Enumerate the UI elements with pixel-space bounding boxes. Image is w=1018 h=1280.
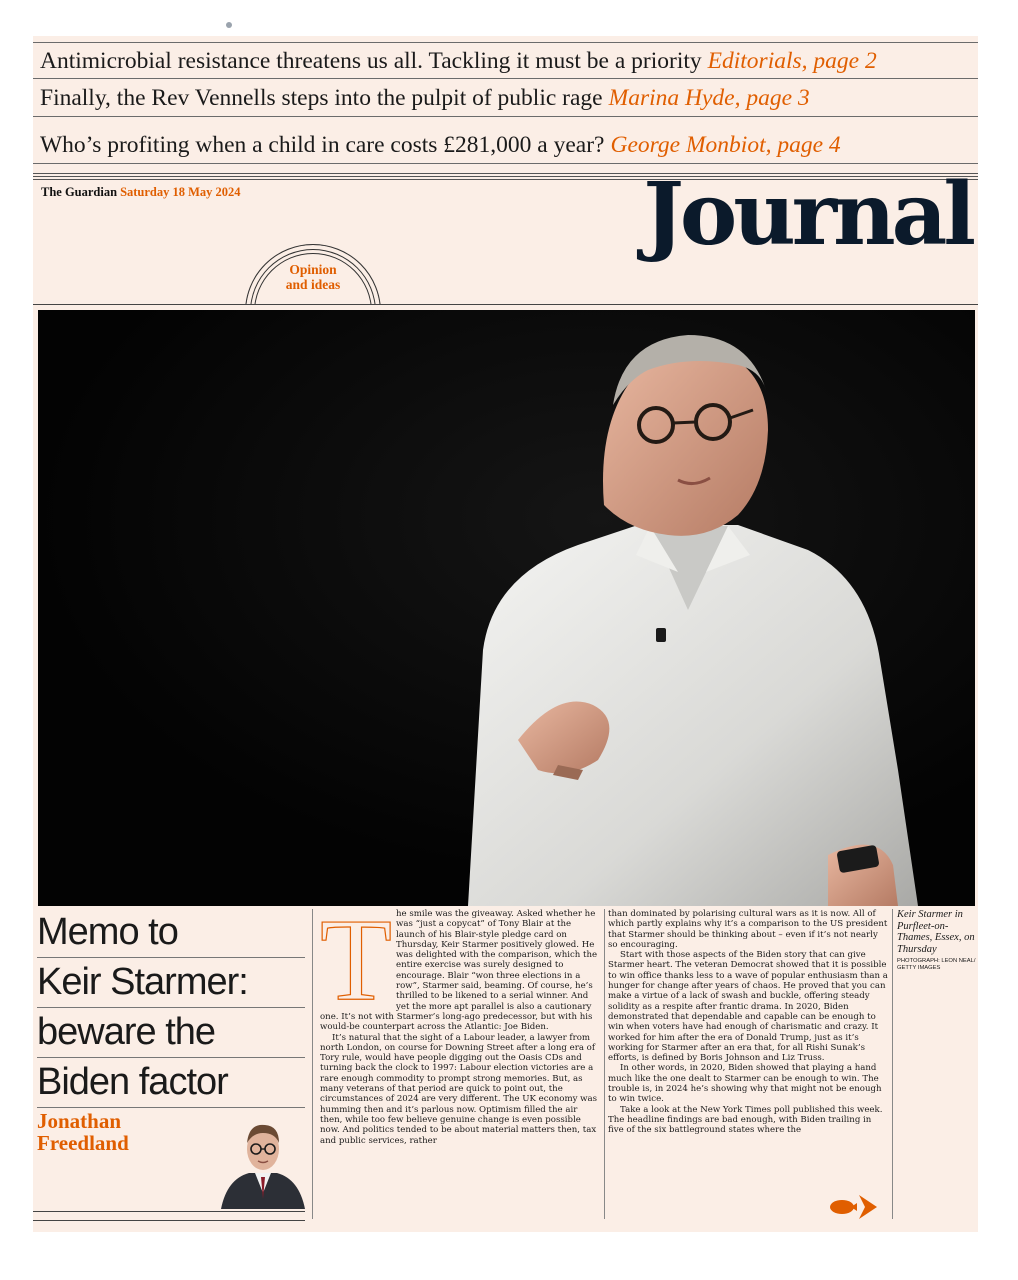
article-paragraph: than dominated by polarising cultural wars as it is now. All of which partly explains why it’s a comparison to the US president that Starmer should be thinking about – even if it’s not nearly so encouraging. [608, 909, 888, 950]
column-rule [604, 909, 605, 1219]
article-column-1 [320, 909, 600, 1235]
article-column-2 [608, 909, 888, 1219]
author-portrait [219, 1109, 307, 1209]
badge-line: and ideas [285, 277, 341, 292]
brand-name: The Guardian [41, 185, 118, 199]
headline-line: Keir Starmer: [37, 958, 305, 1008]
column-rule [892, 909, 893, 1219]
issue-date: Saturday 18 May 2024 [120, 185, 241, 199]
article-paragraph: In other words, in 2020, Biden showed that playing a hand much like the one dealt to Starmer can be enough to win. The trouble is, in 2024 he’s showing why that might not be enough to win twice. [608, 1063, 882, 1105]
photo-illustration [38, 310, 975, 906]
teaser-ref: Editorials, page 2 [707, 48, 877, 74]
photo-caption [897, 909, 977, 972]
byline[interactable] [37, 1110, 129, 1154]
author-first-name: Jonathan [37, 1109, 122, 1133]
badge-line: Opinion [289, 262, 337, 277]
teaser-headline: Antimicrobial resistance threatens us all. Tackling it must be a priority [40, 48, 702, 74]
column-foot-rules [33, 1211, 305, 1221]
headline-line: beware the [37, 1008, 305, 1058]
teaser-headline: Who’s profiting when a child in care costs £281,000 a year? [40, 132, 605, 158]
teaser-george-monbiot[interactable] [33, 127, 978, 164]
newspaper-page [33, 36, 978, 1232]
badge-text [245, 262, 381, 292]
caption-text: Keir Starmer in Purfleet-on-Thames, Essex, on Thursday [897, 909, 975, 955]
teaser-editorials[interactable] [33, 42, 978, 79]
article-headline [37, 908, 305, 1108]
teaser-marina-hyde[interactable] [33, 80, 978, 117]
article-paragraph: It’s natural that the sight of a Labour leader, a lawyer from north London, on course for Downing Street after a long era of Tory rule, would have people digging out the Oasis CDs and turning back the clock to 1997: Labour election victories are a rare enough commodity to prompt strong memories. But, as many veterans of that period are quick to point out, the circumstances of 2024 are very different. The UK economy was humming then and it’s parlous now. Optimism filled the air then, while too few believe genuine change is even possible now. And politics tended to be about material matters then, tax and public services, rather [320, 1032, 598, 1146]
page-dot [226, 22, 232, 28]
section-title: Journal [643, 164, 972, 265]
column-rule [312, 909, 313, 1219]
guardian-arrow-logo-icon [829, 1192, 879, 1222]
lead-photo [38, 310, 975, 906]
author-last-name: Freedland [37, 1131, 129, 1155]
headline-line: Biden factor [37, 1058, 305, 1108]
headline-line: Memo to [37, 908, 305, 958]
masthead-info [41, 185, 241, 200]
masthead-bottom-rule [33, 304, 978, 305]
article-paragraph: he smile was the giveaway. Asked whether he was “just a copycat” of Tony Blair at the launch of his Blair-style pledge card on Thursday, Keir Starmer positively glowed. He was delighted with the comparison, which the entire exercise was surely designed to encourage. Blair “won three elections in a row”, Starmer said, beaming. Of course, he’s thrilled to be likened to a serial winner. And yet the more apt parallel is also a cautionary one. It’s not with Starmer’s long-ago predecessor, but with his would-be counterpart across the Atlantic: Joe Biden. [320, 909, 598, 1033]
opinion-badge [245, 244, 381, 304]
teaser-ref: Marina Hyde, page 3 [608, 85, 810, 111]
photo-credit: PHOTOGRAPH: LEON NEAL/ GETTY IMAGES [897, 958, 976, 971]
drop-cap [320, 909, 393, 1025]
teaser-ref: George Monbiot, page 4 [610, 132, 841, 158]
article-paragraph: Start with those aspects of the Biden story that can give Starmer heart. The veteran Democrat showed that it is possible to win office thanks less to a wave of popular enthusiasm than a hunger for change after years of chaos. He proved that you can make a virtue of a lack of swash and buckle, offering steady solidity as a respite after frantic drama. In 2020, Biden demonstrated that dependable and capable can be enough to win when voters have had enough of charismatic and crazy. It worked for him after the era of Donald Trump, just as it’s working for Starmer after an era that, for all Rishi Sunak’s efforts, is defined by Boris Johnson and Liz Truss. [608, 950, 888, 1064]
drop-cap-letter: T [320, 909, 393, 1025]
portrait-illustration [219, 1109, 307, 1209]
teaser-headline: Finally, the Rev Vennells steps into the pulpit of public rage [40, 85, 603, 111]
article-paragraph: Take a look at the New York Times poll published this week. The headline findings are bad enough, with Biden trailing in five of the six battleground states where the [608, 1104, 883, 1136]
